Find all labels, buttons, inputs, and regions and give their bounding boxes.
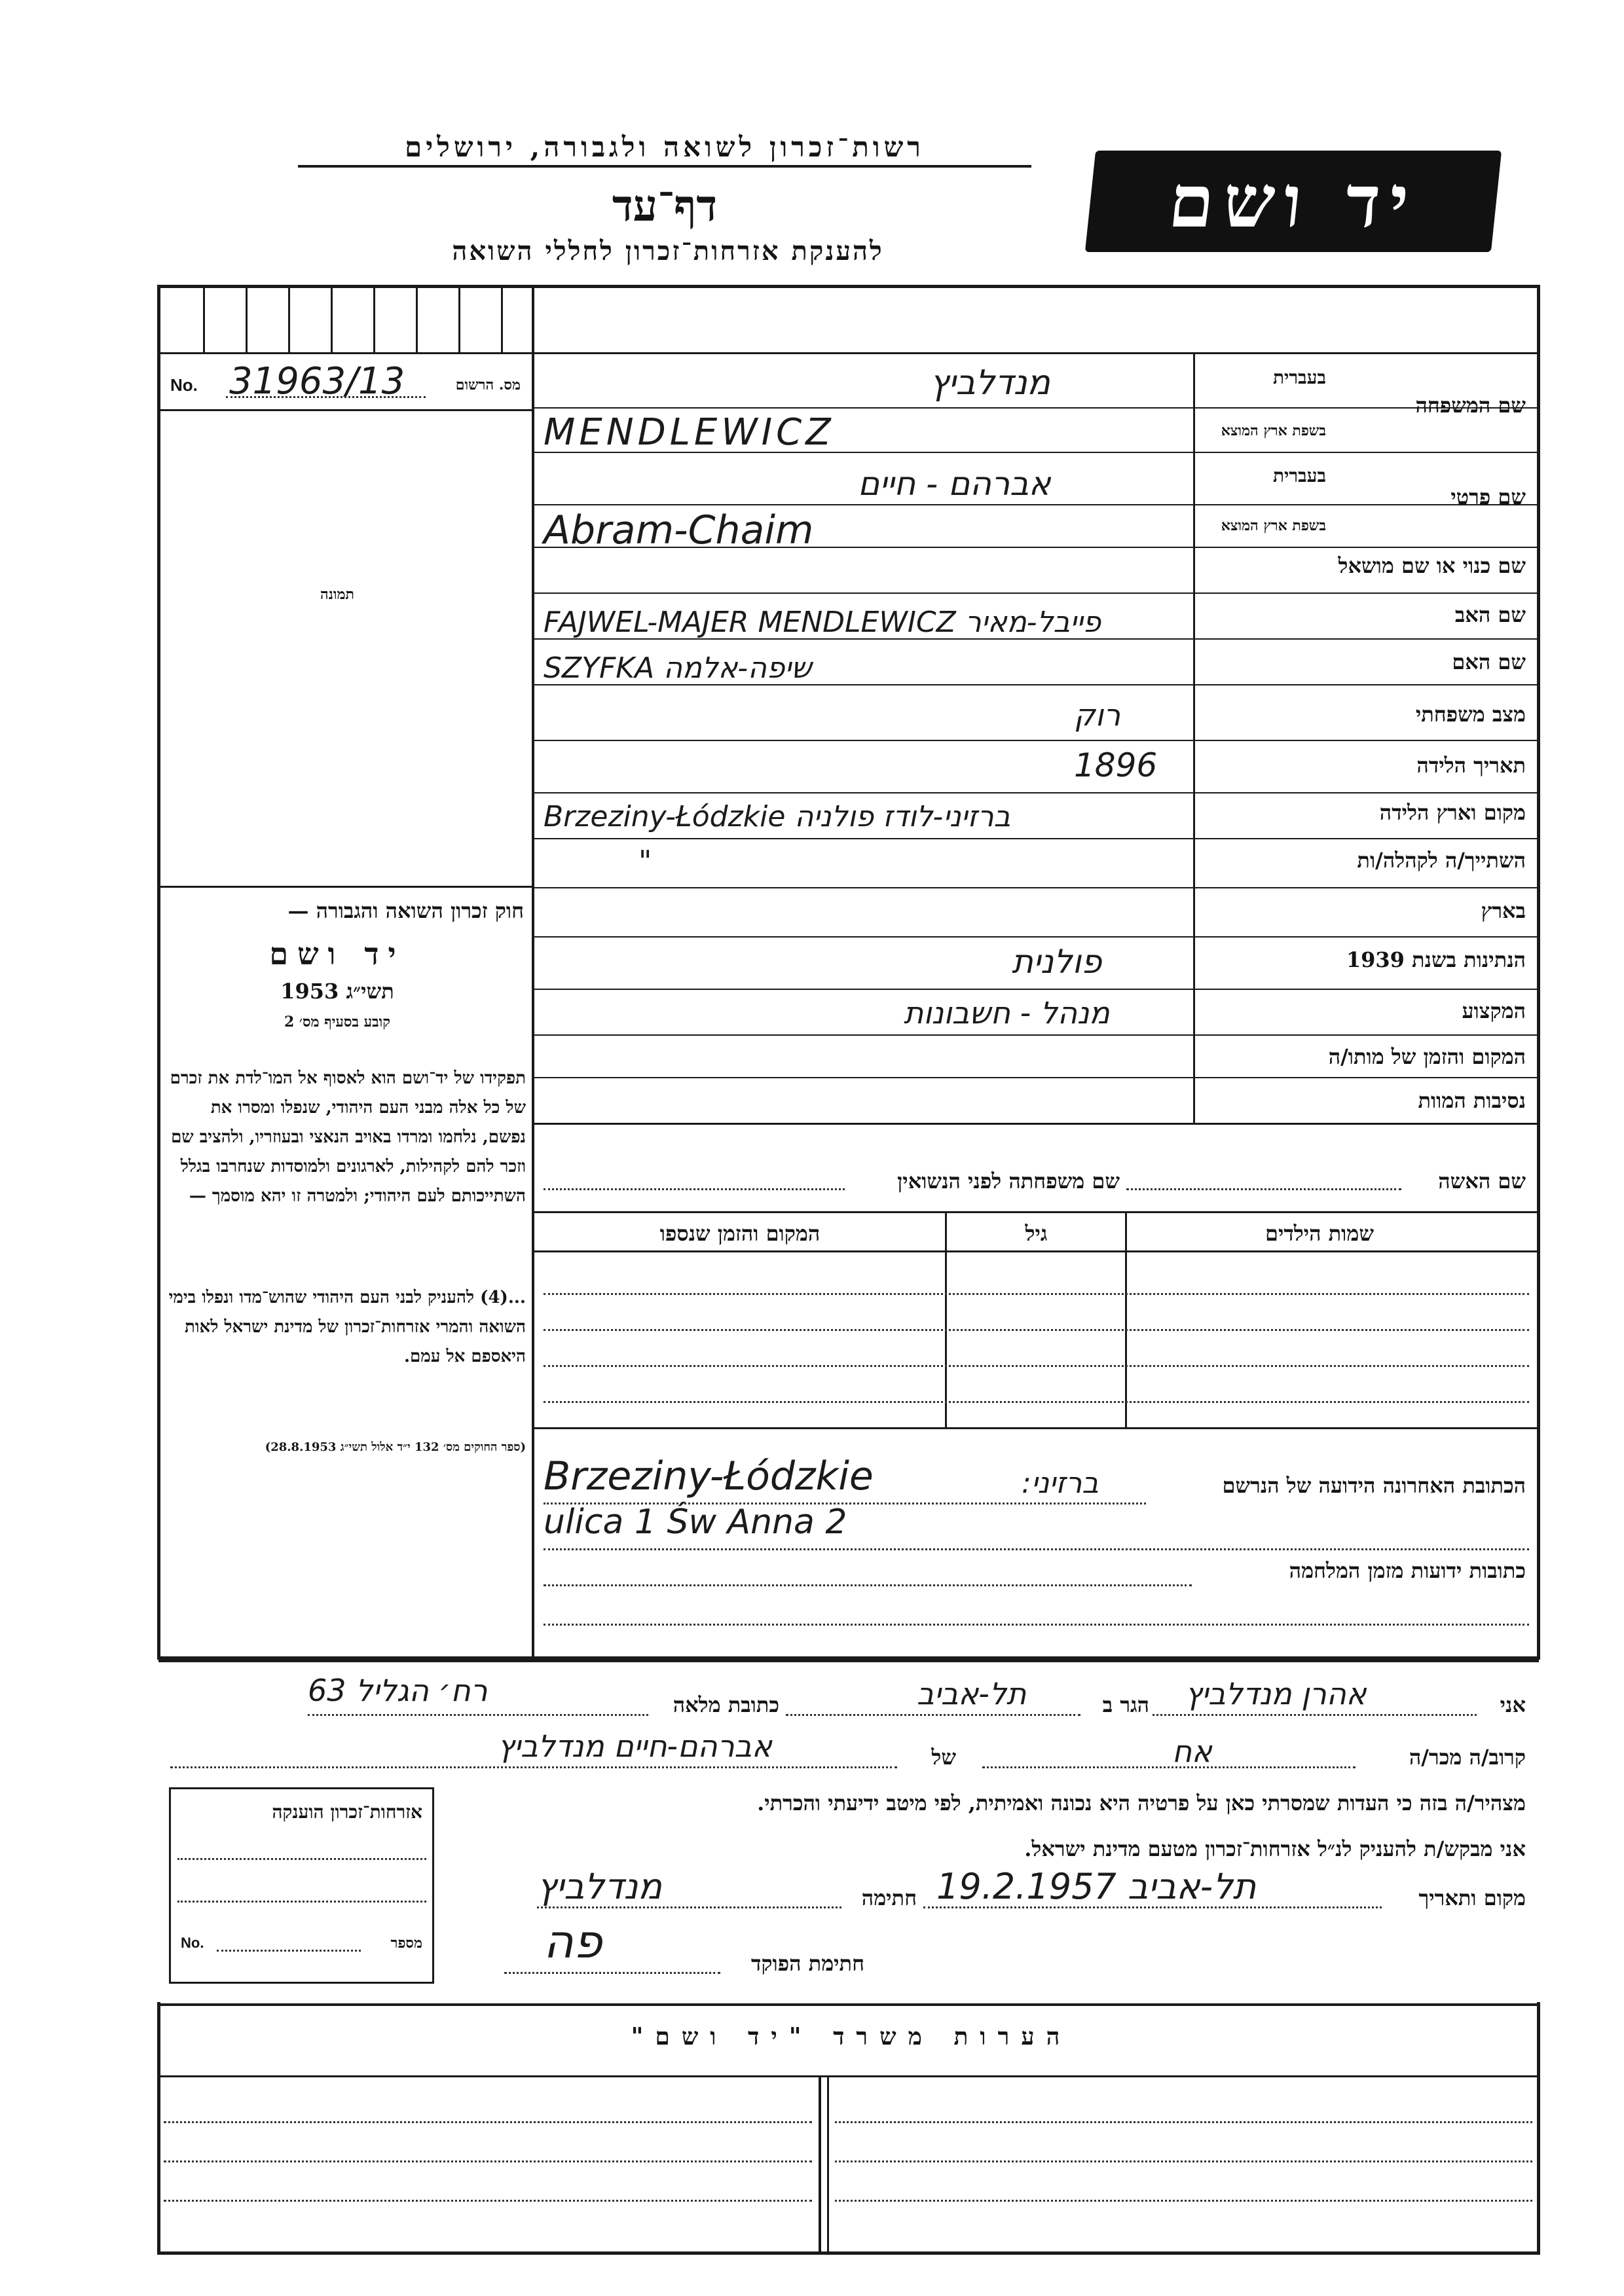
declarant-prefix: אני [1500,1692,1526,1717]
birth-place-label: מקום וארץ הלידה [1379,800,1526,825]
death-circumstances-label: נסיבות המוות [1418,1088,1526,1113]
country-label: בארץ [1481,898,1526,923]
registration-divider [158,409,533,411]
birth-date-label: תאריך הלידה [1416,753,1526,778]
children-row-line [544,1329,1529,1331]
family-name-local-label: בשפת ארץ המוצא [1221,422,1326,439]
form-subtitle: להענקת אזרחות־זכרון לחללי השואה [452,236,884,266]
row-line [534,792,1539,793]
office-notes-title: הערות משרד "יד ושם" [631,2023,1072,2050]
citizenship-dots-1 [177,1858,426,1860]
notes-frame [157,2002,1540,2255]
declarant-name: אהרן מנדלביץ [1185,1676,1367,1711]
father-label: שם האב [1454,602,1526,627]
yad-vashem-logo [1085,151,1502,252]
relation-dots [982,1766,1356,1768]
law-paragraph-1: תפקידו של יד־ושם הוא לאסוף אל המו־לדת את זכרם של כל אלה מבני העם היהודי, שנפלו ומסרו את נפשם, נלחמו ומרדו באויב הנאצי ובעוזריו, ולהציב שם וזכר להם לקהילות, לארגונים ולמוסדות שנחרבו בגלל השתייכותם לעם היהודי; ולמטרה זו יהא מוסמך — [170,1068,526,1206]
wife-dots [1126,1188,1401,1190]
children-table-top [534,1211,1539,1213]
top-box-divider [246,288,248,352]
full-address-dots [308,1714,648,1716]
photo-label: תמונה [320,586,354,603]
wartime-dots-2 [544,1624,1529,1626]
right-column-divider [532,286,534,1658]
profession-label: המקצוע [1462,998,1526,1023]
children-col-divider [945,1211,947,1427]
family-name-hebrew-label: בעברית [1272,367,1326,388]
law-name: יד ושם [269,936,405,972]
full-address-label: כתובת מלאה [673,1692,779,1717]
row-line [534,1123,1539,1125]
father-value: FAJWEL-MAJER MENDLEWICZ פייבל-מאיר [544,606,1101,639]
top-box-divider [331,288,333,352]
of-name-dots [170,1766,897,1768]
law-clause: קובע בסעיף מס׳ 2 [284,1013,391,1030]
law-title: חוק זכרון השואה והגבורה — [287,898,524,923]
family-name-label: שם המשפחה [1415,393,1526,418]
community-value: " [638,845,652,878]
authority-underline [298,165,1031,168]
law-box-top [158,886,533,888]
profession-value: מנהל - חשבונות [904,995,1110,1030]
registration-prefix: No. [170,375,198,395]
citizenship-number-label: מספר [390,1935,422,1952]
declarant-city: תל-אביב [917,1676,1027,1711]
top-box-divider [373,288,375,352]
relation-label: קרוב/ה מכר/ה [1409,1745,1526,1770]
family-name-local: MENDLEWICZ [544,411,835,454]
mother-label: שם האם [1452,649,1526,674]
citizenship-box [169,1787,434,1984]
birth-date-value: 1896 [1074,746,1158,784]
declarant-full-address: רח׳ הגליל 63 [308,1673,488,1708]
wartime-address-label: כתובות ידועות מזמן המלחמה [1289,1558,1526,1583]
row-line [534,1077,1539,1078]
wartime-dots [544,1584,1192,1586]
registration-number: 31963/13 [229,360,405,403]
top-band-divider [158,352,1539,354]
birth-place-value: Brzeziny-Łódzkie ברזיני-לודז פולניה [544,800,1011,833]
first-name-hebrew-label: בעברית [1272,465,1326,486]
top-box-divider [458,288,460,352]
top-box-divider [501,288,503,352]
death-place-time-label: המקום והזמן של מותו/ה [1328,1044,1526,1069]
children-names-header: שמות הילדים [1265,1221,1374,1246]
registration-dots [226,396,426,398]
first-name-hebrew: אברהם - חיים [858,465,1051,503]
children-header-line [534,1250,1539,1252]
row-line [534,1034,1539,1036]
last-address-line-1: Brzeziny-Łódzkie [544,1453,874,1499]
citizenship-dots-2 [177,1901,426,1903]
wife-maiden-label: שם משפחתה לפני הנשואין [897,1169,1120,1194]
first-name-local: Abram-Chaim [544,507,814,553]
declaration-text: מצהיר/ה בזה כי העדות שמסרתי כאן על פרטיה היא נכונה ואמיתית, לפי מיטב ידיעתי והכרתי. [757,1791,1526,1815]
maiden-dots [544,1188,845,1190]
row-line [534,838,1539,839]
last-address-label: הכתובת האחרונה הידועה של הנרשם [1222,1473,1526,1498]
children-row-line [544,1293,1529,1295]
form-title: דף־עד [612,180,718,231]
resides-in-label: הגר ב [1102,1692,1149,1717]
last-address-hebrew: ברזיני: [1022,1467,1099,1500]
of-label: של [931,1745,956,1770]
children-place-header: המקום והזמן שנספו [659,1221,821,1246]
top-box-divider [416,288,418,352]
mother-value: SZYFKA שיפה-אלמה [544,651,812,685]
row-line [534,936,1539,938]
citizenship-number-prefix: No. [181,1935,204,1951]
nickname-label: שם כנוי או שם מושאל [1338,553,1526,578]
nationality-label: הנתינות בשנת 1939 [1346,947,1526,972]
row-line [534,592,1539,594]
children-row-line [544,1365,1529,1367]
declarant-relation: אח [1172,1734,1212,1769]
law-year: תשי״ג 1953 [280,979,394,1004]
first-name-local-label: בשפת ארץ המוצא [1221,517,1326,534]
signature-label: חתימה [861,1886,917,1910]
first-name-label: שם פרטי [1450,484,1526,509]
children-age-header: גיל [1025,1221,1048,1246]
law-paragraph-2: ...(4) להעניק לבני העם היהודי שהוש־מדו ונפלו בימי השואה והמרי אזרחות־זכרון של מדינת ישראל לאות היאספם אל עמם. [168,1288,526,1366]
officer-dots [504,1972,720,1974]
authority-heading: רשות־זכרון לשואה ולגבורה, ירושלים [405,131,925,163]
city-dots [786,1714,1080,1716]
label-column-divider [1193,354,1195,1123]
address-dots-2 [544,1548,1529,1550]
declarant-signature: מנדלביץ [537,1866,662,1907]
declarant-name-dots [1153,1714,1477,1716]
last-address-line-2: ulica 1 Św Anna 2 [544,1503,847,1542]
citizenship-title: אזרחות־זכרון הוענקה [272,1801,422,1823]
community-label: השתייך/ה לקהלה/ות [1357,848,1526,873]
declarant-section-top [158,1660,1539,1662]
nationality-value: פולנית [1012,943,1102,981]
registration-label: מס. הרשום [455,376,521,393]
place-date-label: מקום ותאריך [1418,1886,1526,1910]
top-box-divider [203,288,205,352]
top-box-divider [288,288,290,352]
signature-dots [537,1906,841,1908]
marital-status-label: מצב משפחתי [1415,702,1526,727]
citizenship-number-dots [217,1950,361,1952]
wife-label: שם האשה [1438,1169,1526,1194]
declarant-of-name: אברהם-חיים מנדלביץ [498,1728,772,1764]
family-name-hebrew: מנדלביץ [930,363,1050,403]
row-line [534,887,1539,888]
children-col-divider [1125,1211,1127,1427]
row-line [534,740,1539,741]
law-source: (ספר החוקים מס׳ 132 י״ד אלול תשי״ג 28.8.1953) [265,1440,526,1454]
place-date-value: תל-אביב 19.2.1957 [936,1866,1257,1907]
place-date-dots [923,1906,1382,1908]
marital-status-value: רוק [1074,697,1121,733]
children-table-bottom [534,1427,1539,1429]
request-text: אני מבקש/ת להעניק לנ״ל אזרחות־זכרון מטעם מדינת ישראל. [1024,1836,1526,1861]
officer-signature: פה [544,1915,602,1969]
officer-signature-label: חתימת הפוקד [751,1951,864,1976]
logo-text: יד ושם [1164,159,1422,244]
row-line [534,989,1539,990]
children-row-line [544,1401,1529,1403]
